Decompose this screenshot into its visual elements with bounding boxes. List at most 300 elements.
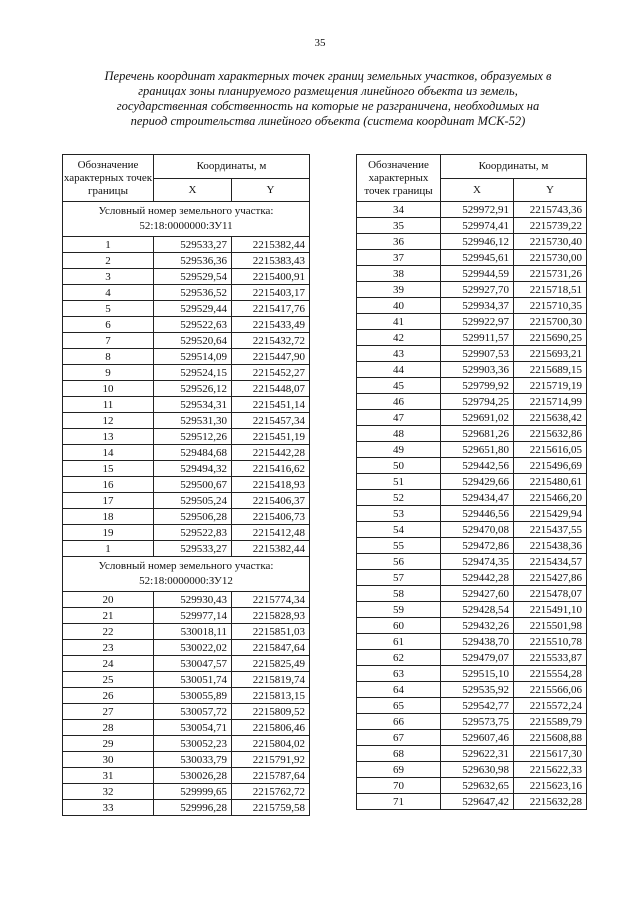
x-coordinate: 529622,31	[441, 746, 514, 762]
table-rows	[357, 202, 587, 810]
x-coordinate: 529536,52	[154, 285, 232, 301]
point-id: 41	[357, 314, 441, 330]
point-id: 68	[357, 746, 441, 762]
table-row	[63, 608, 310, 624]
y-coordinate: 2215432,72	[232, 333, 310, 349]
table-row	[357, 490, 587, 506]
y-coordinate: 2215418,93	[232, 477, 310, 493]
table-row	[357, 266, 587, 282]
y-coordinate: 2215480,61	[514, 474, 587, 490]
point-id: 43	[357, 346, 441, 362]
point-id: 71	[357, 794, 441, 810]
x-coordinate: 529573,75	[441, 714, 514, 730]
table-row	[357, 282, 587, 298]
point-id: 51	[357, 474, 441, 490]
point-id: 69	[357, 762, 441, 778]
table-row	[357, 522, 587, 538]
table-row	[63, 656, 310, 672]
table-row	[63, 429, 310, 445]
x-coordinate: 529536,36	[154, 253, 232, 269]
x-coordinate: 529529,54	[154, 269, 232, 285]
point-id: 39	[357, 282, 441, 298]
table-row	[63, 752, 310, 768]
table-row	[357, 666, 587, 682]
x-coordinate: 530057,72	[154, 704, 232, 720]
point-id: 1	[63, 541, 154, 557]
point-id: 36	[357, 234, 441, 250]
y-coordinate: 2215501,98	[514, 618, 587, 634]
header-coordinates: Координаты, м	[154, 155, 310, 179]
table-row	[63, 800, 310, 816]
header-x: X	[154, 178, 232, 202]
x-coordinate: 529794,25	[441, 394, 514, 410]
table-row	[357, 570, 587, 586]
table-row	[63, 317, 310, 333]
x-coordinate: 529647,42	[441, 794, 514, 810]
y-coordinate: 2215828,93	[232, 608, 310, 624]
point-id: 58	[357, 586, 441, 602]
y-coordinate: 2215638,42	[514, 410, 587, 426]
x-coordinate: 530055,89	[154, 688, 232, 704]
x-coordinate: 529534,31	[154, 397, 232, 413]
x-coordinate: 529427,60	[441, 586, 514, 602]
x-coordinate: 529630,98	[441, 762, 514, 778]
table-row	[63, 285, 310, 301]
table-row	[357, 298, 587, 314]
x-coordinate: 530022,02	[154, 640, 232, 656]
y-coordinate: 2215700,30	[514, 314, 587, 330]
table-row	[63, 624, 310, 640]
table-row	[63, 688, 310, 704]
y-coordinate: 2215806,46	[232, 720, 310, 736]
point-id: 15	[63, 461, 154, 477]
x-coordinate: 529522,83	[154, 525, 232, 541]
point-id: 6	[63, 317, 154, 333]
y-coordinate: 2215433,49	[232, 317, 310, 333]
point-id: 54	[357, 522, 441, 538]
point-id: 20	[63, 592, 154, 608]
point-id: 49	[357, 442, 441, 458]
y-coordinate: 2215403,17	[232, 285, 310, 301]
x-coordinate: 529531,30	[154, 413, 232, 429]
x-coordinate: 529946,12	[441, 234, 514, 250]
y-coordinate: 2215693,21	[514, 346, 587, 362]
y-coordinate: 2215632,86	[514, 426, 587, 442]
table-row	[63, 237, 310, 253]
x-coordinate: 529474,35	[441, 554, 514, 570]
table-row	[63, 672, 310, 688]
x-coordinate: 529974,41	[441, 218, 514, 234]
table-row	[63, 768, 310, 784]
table-row	[357, 634, 587, 650]
y-coordinate: 2215457,34	[232, 413, 310, 429]
y-coordinate: 2215710,35	[514, 298, 587, 314]
y-coordinate: 2215383,43	[232, 253, 310, 269]
y-coordinate: 2215813,15	[232, 688, 310, 704]
y-coordinate: 2215429,94	[514, 506, 587, 522]
table-row	[63, 413, 310, 429]
point-id: 11	[63, 397, 154, 413]
table-row	[357, 394, 587, 410]
table-row	[357, 218, 587, 234]
y-coordinate: 2215730,00	[514, 250, 587, 266]
title-line: государственная собственность на которые не разграничена, необходимых на	[116, 99, 540, 113]
point-id: 52	[357, 490, 441, 506]
table-row	[63, 333, 310, 349]
y-coordinate: 2215406,37	[232, 493, 310, 509]
x-coordinate: 530052,23	[154, 736, 232, 752]
point-id: 25	[63, 672, 154, 688]
x-coordinate: 529681,26	[441, 426, 514, 442]
point-id: 23	[63, 640, 154, 656]
x-coordinate: 529977,14	[154, 608, 232, 624]
y-coordinate: 2215400,91	[232, 269, 310, 285]
header-y: Y	[232, 178, 310, 202]
point-id: 28	[63, 720, 154, 736]
table-row	[357, 714, 587, 730]
point-id: 67	[357, 730, 441, 746]
x-coordinate: 529515,10	[441, 666, 514, 682]
x-coordinate: 529996,28	[154, 800, 232, 816]
table-row	[63, 381, 310, 397]
point-id: 7	[63, 333, 154, 349]
header-y: Y	[514, 178, 587, 202]
point-id: 4	[63, 285, 154, 301]
title-line: период строительства линейного объекта (система координат МСК-52)	[130, 114, 526, 128]
point-id: 63	[357, 666, 441, 682]
x-coordinate: 529428,54	[441, 602, 514, 618]
x-coordinate: 529524,15	[154, 365, 232, 381]
coordinates-table-left	[62, 154, 310, 816]
x-coordinate: 529945,61	[441, 250, 514, 266]
point-id: 21	[63, 608, 154, 624]
x-coordinate: 530047,57	[154, 656, 232, 672]
table-row	[357, 346, 587, 362]
point-id: 45	[357, 378, 441, 394]
x-coordinate: 529944,59	[441, 266, 514, 282]
point-id: 60	[357, 618, 441, 634]
table-row	[357, 554, 587, 570]
table-row	[63, 525, 310, 541]
table-row	[63, 365, 310, 381]
y-coordinate: 2215851,03	[232, 624, 310, 640]
point-id: 35	[357, 218, 441, 234]
point-id: 19	[63, 525, 154, 541]
table-row	[357, 378, 587, 394]
table-row	[63, 445, 310, 461]
point-id: 2	[63, 253, 154, 269]
x-coordinate: 529479,07	[441, 650, 514, 666]
x-coordinate: 529520,64	[154, 333, 232, 349]
header-designation: Обозначение характерных точек границы	[63, 155, 154, 202]
x-coordinate: 529529,44	[154, 301, 232, 317]
x-coordinate: 529930,43	[154, 592, 232, 608]
y-coordinate: 2215622,33	[514, 762, 587, 778]
point-id: 22	[63, 624, 154, 640]
y-coordinate: 2215406,73	[232, 509, 310, 525]
x-coordinate: 529999,65	[154, 784, 232, 800]
y-coordinate: 2215451,19	[232, 429, 310, 445]
point-id: 24	[63, 656, 154, 672]
y-coordinate: 2215739,22	[514, 218, 587, 234]
point-id: 47	[357, 410, 441, 426]
table-row	[357, 330, 587, 346]
table-row	[63, 509, 310, 525]
x-coordinate: 529907,53	[441, 346, 514, 362]
table-row	[357, 778, 587, 794]
x-coordinate: 529522,63	[154, 317, 232, 333]
y-coordinate: 2215759,58	[232, 800, 310, 816]
table-row	[63, 720, 310, 736]
y-coordinate: 2215382,44	[232, 541, 310, 557]
x-coordinate: 529432,26	[441, 618, 514, 634]
y-coordinate: 2215804,02	[232, 736, 310, 752]
point-id: 62	[357, 650, 441, 666]
point-id: 65	[357, 698, 441, 714]
point-id: 57	[357, 570, 441, 586]
header-x: X	[441, 178, 514, 202]
table-row	[357, 698, 587, 714]
point-id: 66	[357, 714, 441, 730]
point-id: 56	[357, 554, 441, 570]
x-coordinate: 529505,24	[154, 493, 232, 509]
point-id: 61	[357, 634, 441, 650]
table-row	[357, 426, 587, 442]
y-coordinate: 2215438,36	[514, 538, 587, 554]
y-coordinate: 2215787,64	[232, 768, 310, 784]
y-coordinate: 2215452,27	[232, 365, 310, 381]
y-coordinate: 2215847,64	[232, 640, 310, 656]
table-row	[63, 704, 310, 720]
point-id: 16	[63, 477, 154, 493]
x-coordinate: 529911,57	[441, 330, 514, 346]
table-row	[63, 397, 310, 413]
y-coordinate: 2215809,52	[232, 704, 310, 720]
header-coordinates: Координаты, м	[441, 155, 587, 179]
x-coordinate: 529484,68	[154, 445, 232, 461]
point-id: 29	[63, 736, 154, 752]
point-id: 42	[357, 330, 441, 346]
point-id: 44	[357, 362, 441, 378]
x-coordinate: 529438,70	[441, 634, 514, 650]
table-row	[357, 746, 587, 762]
table-row	[357, 474, 587, 490]
y-coordinate: 2215437,55	[514, 522, 587, 538]
point-id: 53	[357, 506, 441, 522]
y-coordinate: 2215412,48	[232, 525, 310, 541]
point-id: 40	[357, 298, 441, 314]
y-coordinate: 2215554,28	[514, 666, 587, 682]
section-title-zu12: Условный номер земельного участка: 52:18:0000000:ЗУ12	[63, 557, 310, 592]
table-row	[357, 794, 587, 810]
y-coordinate: 2215616,05	[514, 442, 587, 458]
y-coordinate: 2215719,19	[514, 378, 587, 394]
point-id: 70	[357, 778, 441, 794]
point-id: 10	[63, 381, 154, 397]
table-row	[63, 541, 310, 557]
table-row	[357, 730, 587, 746]
table-row	[357, 410, 587, 426]
point-id: 8	[63, 349, 154, 365]
x-coordinate: 529607,46	[441, 730, 514, 746]
table-row	[357, 618, 587, 634]
point-id: 13	[63, 429, 154, 445]
x-coordinate: 529512,26	[154, 429, 232, 445]
document-title	[58, 69, 598, 129]
y-coordinate: 2215689,15	[514, 362, 587, 378]
x-coordinate: 529429,66	[441, 474, 514, 490]
header-designation: Обозначение характерных точек границы	[357, 155, 441, 202]
point-id: 5	[63, 301, 154, 317]
x-coordinate: 530018,11	[154, 624, 232, 640]
point-id: 48	[357, 426, 441, 442]
table-row	[357, 538, 587, 554]
table-row	[357, 250, 587, 266]
y-coordinate: 2215632,28	[514, 794, 587, 810]
x-coordinate: 529514,09	[154, 349, 232, 365]
page-number: 35	[314, 37, 326, 49]
point-id: 50	[357, 458, 441, 474]
y-coordinate: 2215434,57	[514, 554, 587, 570]
table-row	[63, 269, 310, 285]
point-id: 31	[63, 768, 154, 784]
table-row	[63, 461, 310, 477]
x-coordinate: 529903,36	[441, 362, 514, 378]
table-row	[63, 592, 310, 608]
y-coordinate: 2215478,07	[514, 586, 587, 602]
point-id: 12	[63, 413, 154, 429]
x-coordinate: 529442,56	[441, 458, 514, 474]
table-row	[63, 477, 310, 493]
title-line: границах зоны планируемого размещения линейного объекта из земель,	[138, 84, 518, 98]
y-coordinate: 2215589,79	[514, 714, 587, 730]
y-coordinate: 2215451,14	[232, 397, 310, 413]
y-coordinate: 2215382,44	[232, 237, 310, 253]
x-coordinate: 529470,08	[441, 522, 514, 538]
table-row	[357, 762, 587, 778]
point-id: 46	[357, 394, 441, 410]
x-coordinate: 529922,97	[441, 314, 514, 330]
y-coordinate: 2215466,20	[514, 490, 587, 506]
table-row	[357, 602, 587, 618]
table-row	[63, 301, 310, 317]
x-coordinate: 530054,71	[154, 720, 232, 736]
table-row	[63, 784, 310, 800]
x-coordinate: 530051,74	[154, 672, 232, 688]
point-id: 34	[357, 202, 441, 218]
section-rows-zu12	[63, 592, 310, 816]
table-row	[357, 442, 587, 458]
y-coordinate: 2215608,88	[514, 730, 587, 746]
x-coordinate: 529972,91	[441, 202, 514, 218]
point-id: 30	[63, 752, 154, 768]
x-coordinate: 529535,92	[441, 682, 514, 698]
point-id: 55	[357, 538, 441, 554]
table-row	[357, 314, 587, 330]
x-coordinate: 530033,79	[154, 752, 232, 768]
table-row	[357, 506, 587, 522]
y-coordinate: 2215448,07	[232, 381, 310, 397]
x-coordinate: 529500,67	[154, 477, 232, 493]
y-coordinate: 2215496,69	[514, 458, 587, 474]
table-row	[357, 234, 587, 250]
point-id: 17	[63, 493, 154, 509]
x-coordinate: 530026,28	[154, 768, 232, 784]
x-coordinate: 529494,32	[154, 461, 232, 477]
x-coordinate: 529442,28	[441, 570, 514, 586]
point-id: 18	[63, 509, 154, 525]
y-coordinate: 2215447,90	[232, 349, 310, 365]
x-coordinate: 529691,02	[441, 410, 514, 426]
x-coordinate: 529533,27	[154, 237, 232, 253]
x-coordinate: 529799,92	[441, 378, 514, 394]
point-id: 38	[357, 266, 441, 282]
table-row	[63, 349, 310, 365]
x-coordinate: 529506,28	[154, 509, 232, 525]
table-row	[357, 458, 587, 474]
table-row	[357, 586, 587, 602]
y-coordinate: 2215762,72	[232, 784, 310, 800]
x-coordinate: 529542,77	[441, 698, 514, 714]
title-line: Перечень координат характерных точек границ земельных участков, образуемых в	[104, 69, 552, 83]
point-id: 59	[357, 602, 441, 618]
y-coordinate: 2215417,76	[232, 301, 310, 317]
y-coordinate: 2215819,74	[232, 672, 310, 688]
x-coordinate: 529927,70	[441, 282, 514, 298]
table-row	[63, 640, 310, 656]
point-id: 26	[63, 688, 154, 704]
point-id: 14	[63, 445, 154, 461]
y-coordinate: 2215718,51	[514, 282, 587, 298]
point-id: 9	[63, 365, 154, 381]
y-coordinate: 2215690,25	[514, 330, 587, 346]
y-coordinate: 2215617,30	[514, 746, 587, 762]
y-coordinate: 2215743,36	[514, 202, 587, 218]
x-coordinate: 529526,12	[154, 381, 232, 397]
x-coordinate: 529472,86	[441, 538, 514, 554]
y-coordinate: 2215774,34	[232, 592, 310, 608]
point-id: 1	[63, 237, 154, 253]
coordinates-table-right	[356, 154, 587, 810]
y-coordinate: 2215510,78	[514, 634, 587, 650]
y-coordinate: 2215791,92	[232, 752, 310, 768]
x-coordinate: 529632,65	[441, 778, 514, 794]
point-id: 3	[63, 269, 154, 285]
y-coordinate: 2215566,06	[514, 682, 587, 698]
table-row	[63, 736, 310, 752]
x-coordinate: 529434,47	[441, 490, 514, 506]
y-coordinate: 2215427,86	[514, 570, 587, 586]
table-row	[357, 650, 587, 666]
x-coordinate: 529934,37	[441, 298, 514, 314]
table-row	[357, 682, 587, 698]
x-coordinate: 529651,80	[441, 442, 514, 458]
y-coordinate: 2215623,16	[514, 778, 587, 794]
y-coordinate: 2215491,10	[514, 602, 587, 618]
y-coordinate: 2215572,24	[514, 698, 587, 714]
y-coordinate: 2215731,26	[514, 266, 587, 282]
point-id: 37	[357, 250, 441, 266]
point-id: 33	[63, 800, 154, 816]
y-coordinate: 2215714,99	[514, 394, 587, 410]
section-title-zu11: Условный номер земельного участка: 52:18:0000000:ЗУ11	[63, 202, 310, 237]
y-coordinate: 2215442,28	[232, 445, 310, 461]
section-rows-zu11	[63, 237, 310, 557]
y-coordinate: 2215730,40	[514, 234, 587, 250]
y-coordinate: 2215533,87	[514, 650, 587, 666]
table-row	[63, 253, 310, 269]
x-coordinate: 529446,56	[441, 506, 514, 522]
